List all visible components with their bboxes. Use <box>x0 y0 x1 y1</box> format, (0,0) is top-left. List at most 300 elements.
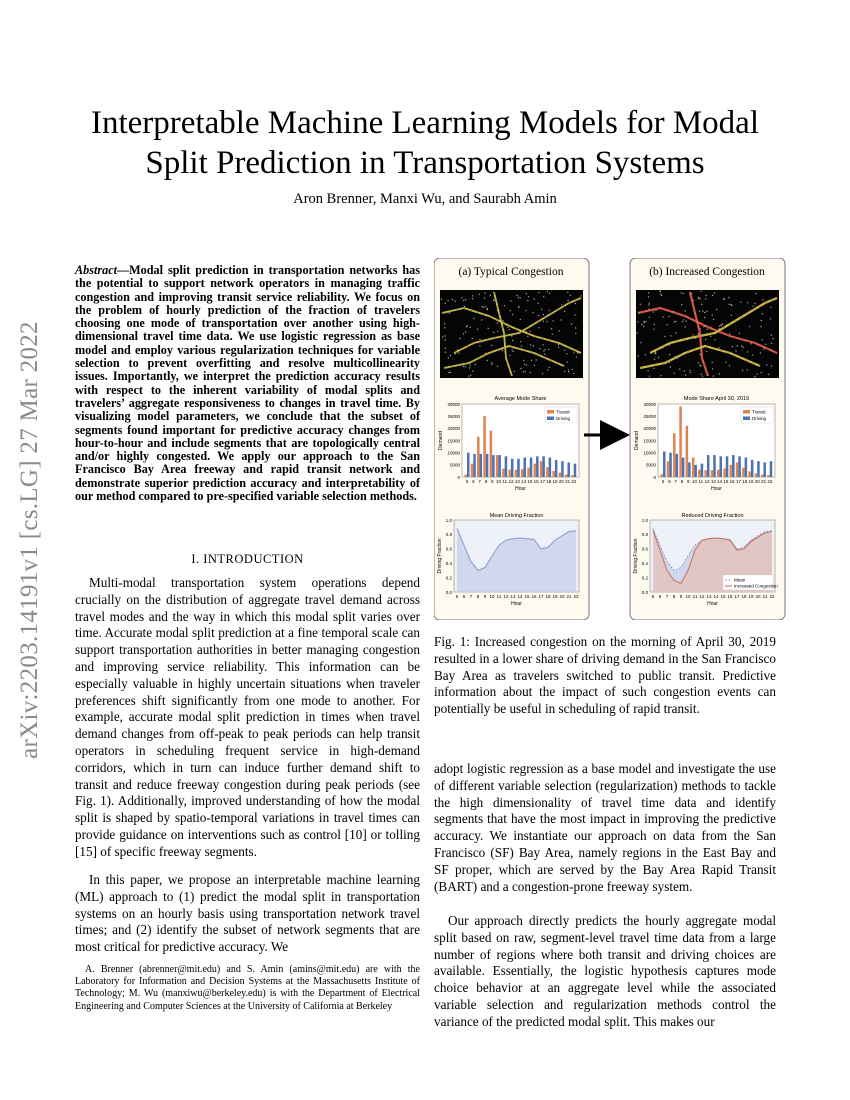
transit-bar <box>686 426 689 477</box>
map-node <box>463 366 464 367</box>
x-tick-label: 20 <box>558 479 564 484</box>
map-node <box>542 344 543 345</box>
paper-title: Interpretable Machine Learning Models for Modal Split Prediction in Transportation Systems <box>90 105 759 181</box>
y-tick-label: 0.0 <box>445 589 452 595</box>
driving-bar <box>676 454 679 477</box>
x-tick-label: 22 <box>769 594 775 599</box>
map-node <box>637 321 638 322</box>
map-node <box>690 372 691 373</box>
map-node <box>444 327 445 328</box>
x-tick-label: 12 <box>503 594 509 599</box>
map-node <box>546 321 547 322</box>
y-tick-label: 1.0 <box>641 517 648 523</box>
x-tick-label: 14 <box>521 479 527 484</box>
transit-bar <box>673 433 676 477</box>
line-chart-title: Mean Driving Fraction <box>489 513 544 519</box>
map-node <box>654 324 655 325</box>
map-node <box>698 333 699 334</box>
map-node <box>705 339 706 340</box>
map-node <box>479 294 480 295</box>
driving-bar <box>486 454 489 477</box>
panel-a-map <box>440 290 583 378</box>
map-node <box>743 346 744 347</box>
map-node <box>770 318 771 319</box>
y-tick-label: 25000 <box>643 413 656 419</box>
map-node <box>465 299 466 300</box>
driving-bar <box>726 456 729 477</box>
map-node <box>527 300 528 301</box>
driving-bar <box>524 458 527 477</box>
driving-bar <box>669 453 672 477</box>
map-node <box>648 296 649 297</box>
transit-bar <box>477 437 480 477</box>
map-node <box>768 374 769 375</box>
y-tick-label: 0.6 <box>445 546 452 552</box>
map-node <box>760 352 761 353</box>
y-tick-label: 20000 <box>447 426 460 432</box>
map-node <box>701 291 702 292</box>
paper-authors: Aron Brenner, Manxi Wu, and Saurabh Amin <box>293 191 557 207</box>
map-node <box>762 339 763 340</box>
map-node <box>441 299 442 300</box>
map-node <box>491 345 492 346</box>
map-node <box>528 296 529 297</box>
section-heading: I. INTRODUCTION <box>191 552 304 566</box>
legend-label: Driving <box>752 416 767 421</box>
x-tick-label: 6 <box>462 594 466 599</box>
map-node <box>653 329 654 330</box>
y-axis-label: Demand <box>438 431 444 450</box>
abstract <box>75 264 420 503</box>
map-node <box>660 375 661 376</box>
x-tick-label: 5 <box>465 479 469 484</box>
x-tick-label: 14 <box>717 479 723 484</box>
map-node <box>740 302 741 303</box>
map-node <box>649 376 650 377</box>
map-node <box>520 297 521 298</box>
x-tick-label: 7 <box>674 479 677 484</box>
map-node <box>573 352 574 353</box>
x-tick-label: 14 <box>713 594 719 599</box>
x-tick-label: 21 <box>761 479 767 484</box>
x-tick-label: 21 <box>762 594 768 599</box>
x-tick-label: 15 <box>720 594 726 599</box>
y-tick-label: 0.4 <box>641 561 648 566</box>
map-node <box>728 297 729 298</box>
map-node <box>724 298 725 299</box>
x-tick-label: 19 <box>552 594 558 599</box>
y-axis-label: Driving Fraction <box>633 538 639 574</box>
map-node <box>521 346 522 347</box>
map-node <box>487 360 488 361</box>
map-node <box>461 297 462 298</box>
intro-paragraph-2: In this paper, we propose an interpretable machine learning (ML) approach to (1) predict the modal split in transportation systems on an hourly basis using transportation network travel times; and (2) identify the subset of network segments that are most critical for predictive accuracy. We <box>75 872 420 955</box>
map-node <box>509 355 510 356</box>
map-node <box>514 371 515 372</box>
map-node <box>518 307 519 308</box>
map-node <box>548 349 549 350</box>
map-node <box>712 314 713 315</box>
driving-bar <box>701 464 704 477</box>
transit-bar <box>565 475 568 477</box>
map-node <box>445 348 446 349</box>
map-node <box>530 372 531 373</box>
map-node <box>686 320 687 321</box>
y-tick-label: 0.8 <box>445 532 452 538</box>
map-node <box>674 373 675 374</box>
driving-bar <box>745 458 748 477</box>
map-node <box>661 295 662 296</box>
x-tick-label: 21 <box>566 594 572 599</box>
map-node <box>576 356 577 357</box>
map-node <box>547 369 548 370</box>
transit-bar <box>711 470 714 477</box>
map-node <box>560 319 561 320</box>
map-node <box>450 355 451 356</box>
map-node <box>525 371 526 372</box>
map-node <box>442 336 443 337</box>
map-node <box>648 292 649 293</box>
driving-bar <box>682 458 685 477</box>
map-node <box>558 347 559 348</box>
driving-bar <box>757 461 760 477</box>
map-node <box>538 315 539 316</box>
transit-bar <box>515 470 518 477</box>
driving-bar <box>574 464 577 477</box>
x-tick-label: 9 <box>483 594 487 599</box>
map-node <box>532 312 533 313</box>
y-tick-label: 5000 <box>449 462 460 468</box>
x-tick-label: 10 <box>496 479 502 484</box>
x-tick-label: 7 <box>665 594 669 599</box>
driving-bar <box>492 455 495 477</box>
map-node <box>704 312 705 313</box>
map-node <box>468 376 469 377</box>
map-node <box>752 354 753 355</box>
map-node <box>747 351 748 352</box>
map-node <box>504 305 505 306</box>
y-axis-label: Driving Fraction <box>437 538 443 574</box>
transit-bar <box>540 461 543 477</box>
x-tick-label: 10 <box>489 594 495 599</box>
map-node <box>543 350 544 351</box>
x-tick-label: 7 <box>469 594 473 599</box>
driving-bar <box>707 455 710 477</box>
bar-chart-title: Mode Share April 30, 2019 <box>683 396 750 402</box>
map-node <box>460 338 461 339</box>
map-node <box>449 313 450 314</box>
map-node <box>575 333 576 334</box>
driving-bar <box>751 460 754 477</box>
map-node <box>512 314 513 315</box>
x-tick-label: 20 <box>755 594 761 599</box>
map-node <box>684 370 685 371</box>
abstract-body: —Modal split prediction in transportation networks has the potential to support network operators in managing traffic congestion and improving transit service reliability. We focus on the problem of hourly prediction of the fraction of travelers choosing one mode of transportation over another using high-dimensional travel time data. We use logistic regression as base model and employ various regularization techniques for variable selection to prevent overfitting and resolve multicollinearity issues. Importantly, we interpret the prediction accuracy results with respect to the inherent variability of modal splits and travelers’ aggregate responsiveness to changes in travel time. By visualizing model parameters, we conclude that the subset of segments found important for predictive accuracy changes from hour-to-hour and include segments that are topologically central and/or highly congested. We apply our approach to the San Francisco Bay Area freeway and rapid transit network and demonstrate superior prediction accuracy and interpretability of our method compared to pre-specified variable selection methods. <box>75 263 420 504</box>
map-node <box>507 327 508 328</box>
map-node <box>544 349 545 350</box>
map-node <box>716 309 717 310</box>
transit-bar <box>704 470 707 477</box>
map-node <box>580 295 581 296</box>
map-node <box>502 320 503 321</box>
map-node <box>544 354 545 355</box>
transit-bar <box>521 469 524 477</box>
map-node <box>568 371 569 372</box>
driving-bar <box>732 455 735 477</box>
map-node <box>526 293 527 294</box>
y-tick-label: 15000 <box>643 438 656 444</box>
map-node <box>753 306 754 307</box>
map-node <box>641 324 642 325</box>
map-node <box>770 307 771 308</box>
map-node <box>541 309 542 310</box>
legend-label: Transit <box>752 409 766 415</box>
transit-bar <box>767 475 770 477</box>
transit-bar <box>698 470 701 477</box>
map-node <box>705 298 706 299</box>
map-node <box>566 353 567 354</box>
y-tick-label: 0.8 <box>641 532 648 538</box>
transit-bar <box>496 455 499 477</box>
map-node <box>689 370 690 371</box>
transit-bar <box>723 468 726 477</box>
map-node <box>465 366 466 367</box>
map-node <box>683 319 684 320</box>
x-tick-label: 19 <box>552 479 558 484</box>
map-node <box>685 310 686 311</box>
driving-bar <box>688 462 691 477</box>
x-tick-label: 8 <box>484 479 488 484</box>
map-node <box>685 374 686 375</box>
map-node <box>643 321 644 322</box>
map-node <box>648 304 649 305</box>
transit-bar <box>552 471 555 477</box>
transit-bar <box>661 474 664 477</box>
y-tick-label: 0.6 <box>641 546 648 552</box>
map-node <box>564 371 565 372</box>
x-tick-label: 8 <box>680 479 684 484</box>
map-node <box>448 357 449 358</box>
map-node <box>730 315 731 316</box>
transit-bar <box>667 461 670 477</box>
map-node <box>655 353 656 354</box>
x-tick-label: 12 <box>508 479 514 484</box>
map-node <box>572 369 573 370</box>
map-node <box>575 327 576 328</box>
transit-bar <box>736 462 739 477</box>
map-node <box>564 350 565 351</box>
map-node <box>698 298 699 299</box>
transit-bar <box>679 406 682 477</box>
map-node <box>714 292 715 293</box>
map-node <box>698 362 699 363</box>
map-node <box>747 369 748 370</box>
y-tick-label: 0 <box>457 474 460 480</box>
map-node <box>754 376 755 377</box>
map-node <box>485 306 486 307</box>
x-tick-label: 14 <box>517 594 523 599</box>
map-node <box>463 300 464 301</box>
map-node <box>654 359 655 360</box>
legend-label: Mean <box>734 577 746 583</box>
x-tick-label: 22 <box>767 479 773 484</box>
map-node <box>756 293 757 294</box>
driving-bar <box>713 455 716 477</box>
map-node <box>470 327 471 328</box>
right-paragraph-1: adopt logistic regression as a base model and investigate the use of different variable selection (regularization) methods to tackle the high dimensionality of travel time data and identify segments that have the most impact in improving the predictive accuracy. We instantiate our approach on data from the San Francisco (SF) Bay Area, namely regions in the East Bay and SF proper, which are served by the Bay Area Rapid Transit (BART) and a congestion-prone freeway system. <box>434 761 776 894</box>
figure-caption: Fig. 1: Increased congestion on the morning of April 30, 2019 resulted in a lower share of driving demand in the San Francisco Bay Area as travelers switched to public transit. Predictive information about the impact of such congestion events can potentially be useful in scheduling of rapid transit. <box>434 634 776 717</box>
y-tick-label: 20000 <box>643 426 656 432</box>
map-node <box>706 351 707 352</box>
map-node <box>444 335 445 336</box>
map-node <box>710 336 711 337</box>
map-node <box>520 319 521 320</box>
x-tick-label: 13 <box>510 594 516 599</box>
map-node <box>491 362 492 363</box>
y-tick-label: 5000 <box>645 462 656 468</box>
x-tick-label: 5 <box>661 479 665 484</box>
legend-swatch <box>743 410 750 414</box>
x-tick-label: 20 <box>754 479 760 484</box>
map-node <box>524 364 525 365</box>
x-tick-label: 18 <box>741 594 747 599</box>
map-node <box>701 304 702 305</box>
map-node <box>490 295 491 296</box>
map-node <box>520 368 521 369</box>
map-node <box>771 335 772 336</box>
map-node <box>737 345 738 346</box>
x-tick-label: 13 <box>710 479 716 484</box>
map-node <box>466 326 467 327</box>
x-tick-label: 11 <box>502 479 508 484</box>
map-node <box>653 368 654 369</box>
x-tick-label: 10 <box>692 479 698 484</box>
map-node <box>454 301 455 302</box>
map-node <box>537 303 538 304</box>
map-node <box>666 324 667 325</box>
legend-swatch <box>547 417 554 421</box>
map-node <box>571 323 572 324</box>
map-node <box>660 291 661 292</box>
y-axis-label: Demand <box>634 431 640 450</box>
x-tick-label: 10 <box>685 594 691 599</box>
map-node <box>472 295 473 296</box>
map-node <box>640 342 641 343</box>
map-node <box>660 294 661 295</box>
driving-bar <box>473 454 476 477</box>
map-node <box>488 328 489 329</box>
map-node <box>538 292 539 293</box>
map-node <box>719 373 720 374</box>
y-tick-label: 15000 <box>447 438 460 444</box>
map-node <box>649 317 650 318</box>
map-node <box>551 328 552 329</box>
map-node <box>518 297 519 298</box>
map-node <box>445 352 446 353</box>
transit-bar <box>483 416 486 477</box>
map-node <box>713 319 714 320</box>
map-node <box>706 311 707 312</box>
map-node <box>763 349 764 350</box>
map-node <box>636 332 637 333</box>
map-node <box>720 324 721 325</box>
figure-1 <box>434 258 786 620</box>
x-tick-label: 17 <box>539 479 545 484</box>
x-tick-label: 11 <box>692 594 698 599</box>
map-node <box>510 300 511 301</box>
map-node <box>729 333 730 334</box>
x-tick-label: 11 <box>496 594 502 599</box>
map-node <box>448 372 449 373</box>
map-node <box>762 299 763 300</box>
figure-1-svg <box>434 258 786 620</box>
x-axis-label: Hour <box>515 486 526 492</box>
transit-bar <box>717 470 720 477</box>
map-node <box>638 355 639 356</box>
panel-a-title: (a) Typical Congestion <box>458 266 564 278</box>
x-tick-label: 5 <box>651 594 655 599</box>
map-node <box>513 351 514 352</box>
map-node <box>542 373 543 374</box>
map-node <box>640 304 641 305</box>
map-node <box>487 308 488 309</box>
map-node <box>510 310 511 311</box>
transit-bar <box>730 465 733 477</box>
map-node <box>669 316 670 317</box>
map-node <box>761 372 762 373</box>
driving-bar <box>542 456 545 477</box>
map-node <box>670 366 671 367</box>
map-node <box>484 297 485 298</box>
map-node <box>669 354 670 355</box>
driving-bar <box>530 458 533 477</box>
map-node <box>649 303 650 304</box>
map-node <box>452 299 453 300</box>
transit-bar <box>546 467 549 477</box>
map-node <box>766 364 767 365</box>
map-node <box>645 354 646 355</box>
legend-swatch <box>547 410 554 414</box>
map-node <box>475 364 476 365</box>
map-node <box>573 373 574 374</box>
map-node <box>761 320 762 321</box>
driving-bar <box>511 459 514 477</box>
transit-bar <box>692 458 695 477</box>
x-tick-label: 17 <box>735 479 741 484</box>
x-tick-label: 22 <box>571 479 577 484</box>
map-node <box>512 349 513 350</box>
line-chart-title: Reduced Driving Fraction <box>681 513 744 519</box>
map-node <box>664 336 665 337</box>
map-node <box>712 295 713 296</box>
legend-label: Transit <box>556 409 570 415</box>
x-tick-label: 6 <box>668 479 671 484</box>
x-tick-label: 5 <box>455 594 459 599</box>
map-node <box>483 307 484 308</box>
driving-bar <box>567 462 570 477</box>
map-node <box>493 300 494 301</box>
map-node <box>502 350 503 351</box>
map-node <box>547 291 548 292</box>
map-node <box>722 323 723 324</box>
map-node <box>658 357 659 358</box>
map-node <box>549 367 550 368</box>
y-tick-label: 30000 <box>447 401 460 407</box>
driving-bar <box>738 456 741 477</box>
legend-swatch <box>743 417 750 421</box>
transit-bar <box>755 473 758 477</box>
map-node <box>729 365 730 366</box>
